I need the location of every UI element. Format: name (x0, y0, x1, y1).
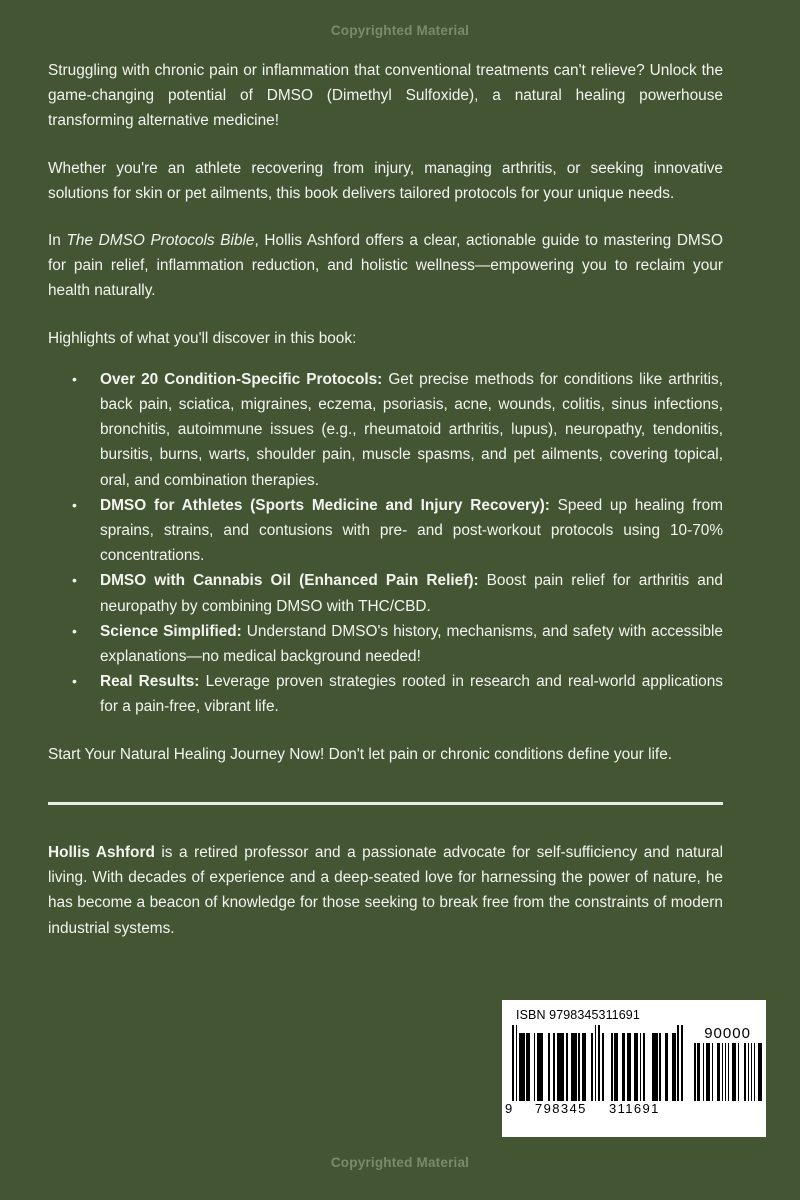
ean13-barcode (505, 1025, 683, 1116)
highlights-lead-in: Highlights of what you'll discover in this book: (48, 329, 357, 347)
blurb-paragraph-1: Struggling with chronic pain or inflammation that conventional treatments can't relieve? Unlock the game-changing potential of DMSO (Dimethyl Sulfoxide), a natural healing powerhouse transforming alternative medicine! (48, 62, 723, 130)
ean13-bars-icon (512, 1025, 683, 1101)
highlight-lead-label: DMSO with Cannabis Oil (Enhanced Pain Relief): (100, 572, 479, 590)
blurb-paragraph-3-suffix: , Hollis Ashford offers a clear, actionable guide to mastering DMSO for pain relief, inflammation reduction, and holistic wellness—empowering you to reclaim your health naturally. (48, 232, 723, 300)
highlight-body-text: Understand DMSO's history, mechanisms, and safety with accessible explanations—no medical background needed! (100, 622, 723, 666)
highlight-body-text: Leverage proven strategies rooted in research and real-world applications for a pain-free, vibrant life. (100, 673, 723, 716)
book-title-italic: The DMSO Protocols Bible (66, 232, 255, 250)
list-item (48, 619, 723, 669)
blurb-paragraph-2: Whether you're an athlete recovering from injury, managing arthritis, or seeking innovative solutions for skin or pet ailments, this book delivers tailored protocols for your unique needs. (48, 159, 723, 202)
author-bio (48, 840, 723, 941)
ean13-lead-digit: 9 (505, 1101, 514, 1116)
blurb-content (48, 58, 723, 767)
list-item (48, 367, 723, 493)
list-item (48, 669, 723, 719)
highlights-list (48, 367, 723, 720)
author-bio-text: is a retired professor and a passionate advocate for self-sufficiency and natural living. With decades of experience and a deep-seated love for harnessing the power of nature, he has become a beacon of knowledge for those seeking to break free from the constraints of modern industrial systems. (48, 844, 723, 937)
highlight-lead-label: Science Simplified: (100, 622, 242, 640)
ean5-addon-barcode (693, 1025, 763, 1101)
ean5-addon-digits: 90000 (704, 1025, 751, 1042)
author-name: Hollis Ashford (48, 844, 155, 861)
copyrighted-material-watermark-bottom: Copyrighted Material (330, 1155, 470, 1170)
highlight-lead-label: Real Results: (100, 673, 200, 691)
ean13-left-digits: 798345 (535, 1101, 587, 1116)
highlight-body-text: Speed up healing from sprains, strains, and contusions with pre- and post-workout protocols using 10-70% concentrations. (100, 496, 723, 565)
highlight-body-text: Get precise methods for conditions like arthritis, back pain, sciatica, migraines, eczema, psoriasis, acne, wounds, colitis, sinus infections, bronchitis, autoimmune issues (e.g., rheumatoid arthritis, lupus), neuropathy, tendonitis, bursitis, burns, warts, shoulder pain, muscle spasms, and pet ailments, covering topical, oral, and combination therapies. (100, 370, 723, 489)
blurb-paragraph-3-prefix: In (48, 232, 67, 250)
section-divider (48, 802, 723, 805)
barcode-block (502, 1000, 766, 1137)
isbn-label: ISBN 9798345311691 (516, 1008, 640, 1022)
highlight-lead-label: DMSO for Athletes (Sports Medicine and Injury Recovery): (100, 496, 550, 514)
ean13-human-readable (505, 1101, 683, 1116)
list-item (48, 493, 723, 569)
list-item (48, 568, 723, 618)
closing-call-to-action: Start Your Natural Healing Journey Now! Don't let pain or chronic conditions define your life. (48, 745, 673, 763)
ean5-addon-bars-icon (693, 1043, 763, 1101)
barcode-row (505, 1025, 756, 1116)
blurb-paragraph-3 (48, 228, 723, 304)
ean13-right-digits: 311691 (609, 1101, 660, 1116)
copyrighted-material-watermark-top: Copyrighted Material (330, 23, 470, 38)
highlight-lead-label: Over 20 Condition-Specific Protocols: (100, 370, 383, 388)
highlight-body-text: Boost pain relief for arthritis and neuropathy by combining DMSO with THC/CBD. (100, 572, 723, 615)
